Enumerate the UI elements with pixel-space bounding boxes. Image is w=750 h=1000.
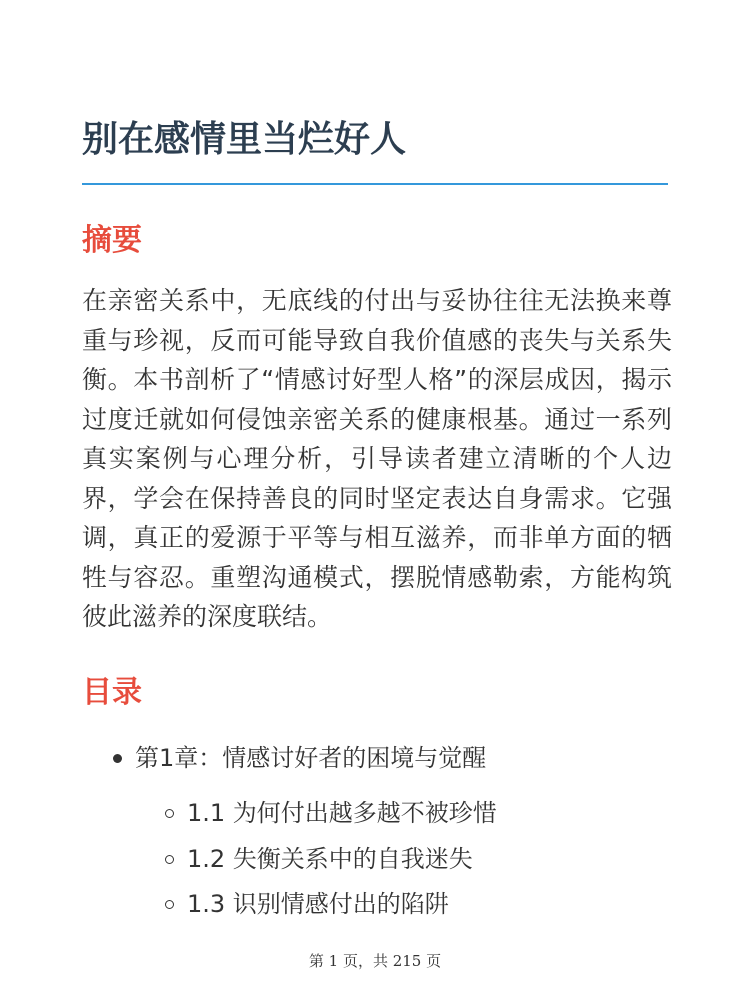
summary-heading: 摘要: [82, 223, 142, 258]
abstract-paragraph: 在亲密关系中，无底线的付出与妥协往往无法换来尊重与珍视，反而可能导致自我价值感的丧失与关系失衡。本书剖析了“情感讨好型人格”的深层成因，揭示过度迁就如何侵蚀亲密关系的健康根基。通过一系列真实案例与心理分析，引导读者建立清晰的个人边界，学会在保持善良的同时坚定表达自身需求。它强调，真正的爱源于平等与相互滋养，而非单方面的牺牲与容忍。重塑沟通模式，摆脱情感勒索，方能构筑彼此滋养的深度联结。: [82, 286, 672, 631]
circle-bullet-icon: [165, 855, 174, 864]
toc-section-1-1[interactable]: 1.1 为何付出越多越不被珍惜: [187, 799, 497, 827]
disc-bullet-icon: [113, 754, 122, 763]
title-divider: [82, 183, 668, 185]
document-title: 别在感情里当烂好人: [82, 119, 407, 160]
toc-chapter-1[interactable]: 第1章：情感讨好者的困境与觉醒: [135, 744, 487, 772]
circle-bullet-icon: [165, 900, 174, 909]
page-number-footer: 第 1 页，共 215 页: [308, 952, 442, 970]
circle-bullet-icon: [165, 809, 174, 818]
toc-heading: 目录: [82, 675, 142, 710]
toc-section-1-3[interactable]: 1.3 识别情感付出的陷阱: [187, 890, 449, 918]
toc-section-1-2[interactable]: 1.2 失衡关系中的自我迷失: [187, 845, 473, 873]
